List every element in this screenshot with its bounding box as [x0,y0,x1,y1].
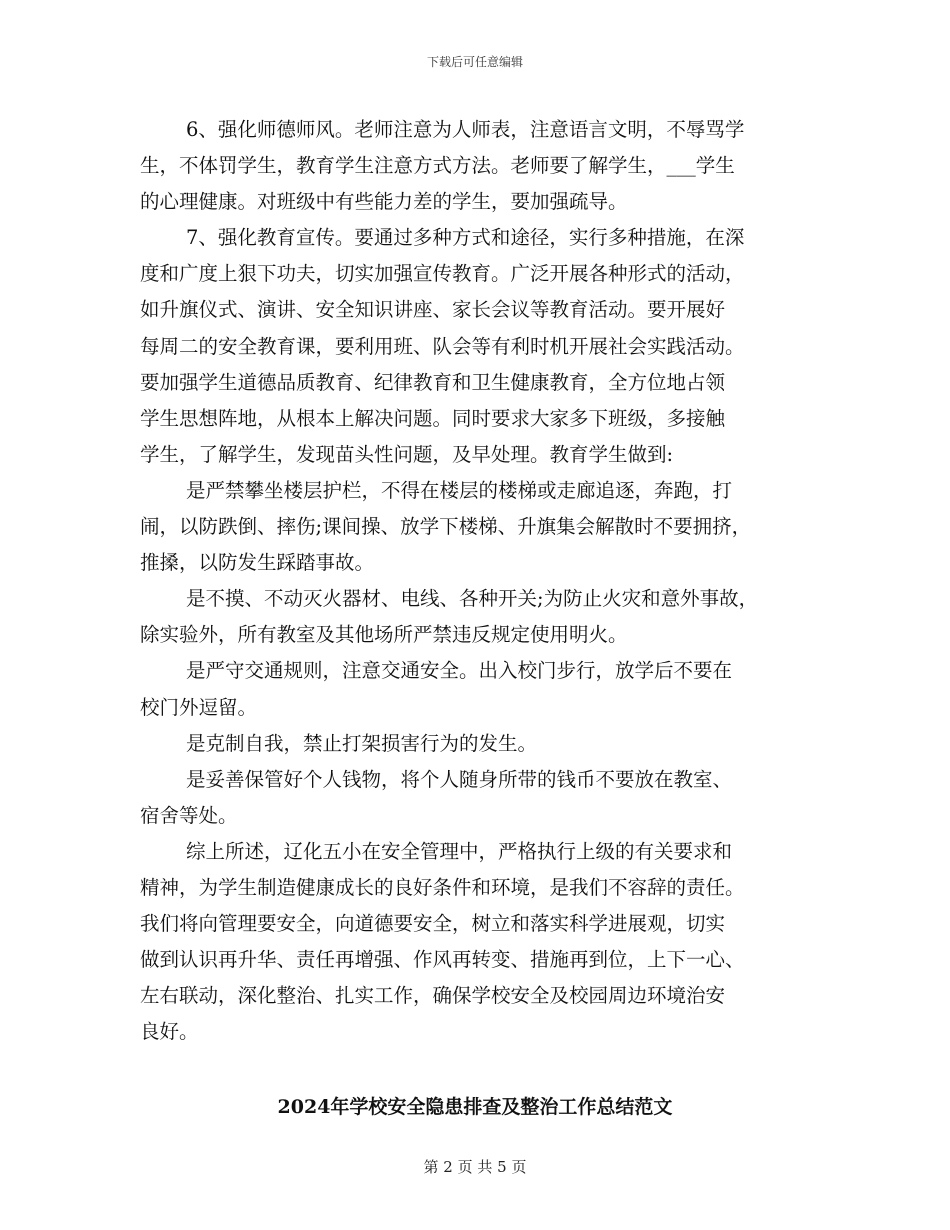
text-line: 每周二的安全教育课，要利用班、队会等有利时机开展社会实践活动。 [140,334,745,358]
text-line: 左右联动，深化整治、扎实工作，确保学校安全及校园周边环境治安 [140,984,726,1008]
text-line: 我们将向管理要安全，向道德要安全，树立和落实科学进展观，切实 [140,912,726,936]
text-line: 学生，了解学生，发现苗头性问题，及早处理。教育学生做到: [140,442,674,466]
text-line: 宿舍等处。 [140,803,238,827]
text-line: 要加强学生道德品质教育、纪律教育和卫生健康教育，全方位地占领 [140,370,726,394]
text-line: 精神，为学生制造健康成长的良好条件和环境，是我们不容辞的责任。 [140,875,745,899]
text-line: 6、强化师德师风。老师注意为人师表，注意语言文明，不辱骂学 [186,118,745,141]
text-line: 7、强化教育宣传。要通过多种方式和途径，实行多种措施，在深 [186,226,745,250]
text-line: 闹，以防跌倒、摔伤;课间操、放学下楼梯、升旗集会解散时不要拥挤， [140,515,752,539]
text-line: 是严禁攀坐楼层护栏，不得在楼层的楼梯或走廊追逐，奔跑，打 [186,478,733,502]
text-line: 除实验外，所有教室及其他场所严禁违反规定使用明火。 [140,623,628,647]
document-body [140,112,815,1050]
text-line: 是克制自我，禁止打架损害行为的发生。 [186,731,538,755]
text-line: 如升旗仪式、演讲、安全知识讲座、家长会议等教育活动。要开展好 [140,298,726,322]
text-line: 校门外逗留。 [140,695,258,719]
text-line: 度和广度上狠下功夫，切实加强宣传教育。广泛开展各种形式的活动， [140,262,745,286]
text-line: 的心理健康。对班级中有些能力差的学生，要加强疏导。 [140,190,628,214]
text-line: 是妥善保管好个人钱物，将个人随身所带的钱币不要放在教室、 [186,767,733,791]
text-line: 是不摸、不动灭火器材、电线、各种开关;为防止火灾和意外事故， [186,587,759,611]
text-line: 做到认识再升华、责任再增强、作风再转变、措施再到位，上下一心、 [140,948,745,972]
text-line: 学生思想阵地，从根本上解决问题。同时要求大家多下班级，多接触 [140,406,726,430]
text-line: 综上所述，辽化五小在安全管理中，严格执行上级的有关要求和 [186,839,733,863]
text-line: 生，不体罚学生，教育学生注意方式方法。老师要了解学生，___学生 [140,154,735,178]
page-footer: 第 2 页 共 5 页 [423,1158,527,1176]
section-title: 2024年学校安全隐患排查及整治工作总结范文 [277,1096,673,1118]
page-header: 下载后可任意编辑 [426,55,523,69]
text-line: 良好。 [140,1020,199,1044]
text-line: 是严守交通规则，注意交通安全。出入校门步行，放学后不要在 [186,659,733,683]
text-line: 推搡，以防发生踩踏事故。 [140,551,375,575]
